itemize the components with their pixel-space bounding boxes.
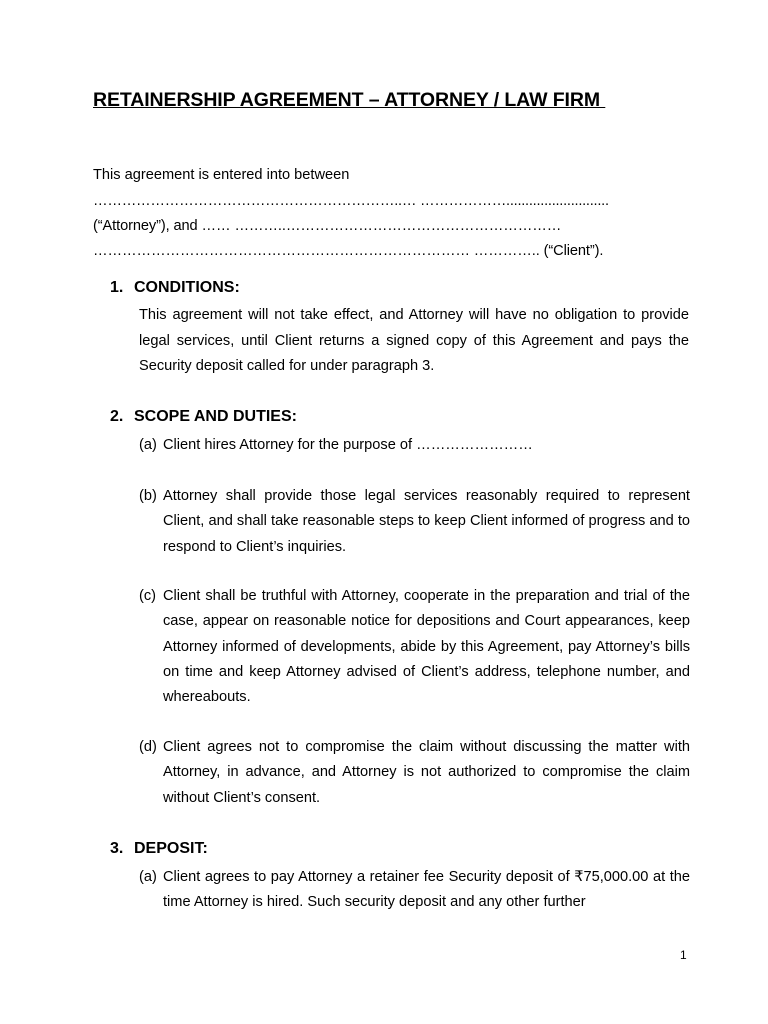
section-title: CONDITIONS: bbox=[134, 279, 240, 296]
section-number: 2. bbox=[110, 408, 124, 425]
item-label: (a) bbox=[139, 437, 157, 453]
scope-item-c bbox=[139, 584, 690, 710]
item-text: Client hires Attorney for the purpose of …………………… bbox=[163, 437, 533, 453]
scope-item-a bbox=[139, 433, 690, 458]
intro-client-line: …………………………………………………………………… ………….. (“Client”). bbox=[93, 243, 604, 259]
intro-line: This agreement is entered into between bbox=[93, 167, 350, 183]
page-number: 1 bbox=[680, 948, 687, 962]
conditions-paragraph: This agreement will not take effect, and Attorney will have no obligation to provide legal services, until Client returns a signed copy of this Agreement and pays the Security deposit called for under paragraph 3. bbox=[139, 307, 689, 374]
item-label: (b) bbox=[139, 488, 157, 504]
intro-dotted-line: ………………………………………………………..… ………………........................... bbox=[93, 193, 609, 209]
item-text: Client agrees to pay Attorney a retainer fee Security deposit of ₹75,000.00 at the time Attorney is hired. Such security deposit and any other further bbox=[163, 869, 690, 911]
item-text: Client agrees not to compromise the claim without discussing the matter with Attorney, in advance, and Attorney is not authorized to compromise the claim without Client’s consent. bbox=[163, 739, 690, 806]
intro-attorney-line: (“Attorney”), and …… ………..………………………………………………… bbox=[93, 218, 562, 234]
scope-item-d bbox=[139, 735, 690, 811]
item-text: Attorney shall provide those legal services reasonably required to represent Client, and shall take reasonable steps to keep Client informed of progress and to respond to Client’s inquiries. bbox=[163, 488, 690, 555]
item-label: (d) bbox=[139, 739, 157, 755]
section-heading-conditions bbox=[110, 279, 240, 297]
section-title: DEPOSIT: bbox=[134, 840, 208, 857]
section-title: SCOPE AND DUTIES: bbox=[134, 408, 297, 425]
section-heading-deposit bbox=[110, 840, 208, 858]
item-text: Client shall be truthful with Attorney, cooperate in the preparation and trial of the case, appear on reasonable notice for depositions and Court appearances, keep Attorney informed of developments, abide by this Agreement, pay Attorney’s bills on time and keep Attorney advised of Client’s address, telephone number, and whereabouts. bbox=[163, 588, 690, 706]
scope-item-b bbox=[139, 484, 690, 560]
section-number: 1. bbox=[110, 279, 124, 296]
item-label: (a) bbox=[139, 869, 157, 885]
section-heading-scope bbox=[110, 408, 297, 426]
deposit-item-a bbox=[139, 865, 690, 916]
section-number: 3. bbox=[110, 840, 124, 857]
item-label: (c) bbox=[139, 588, 157, 604]
document-title: RETAINERSHIP AGREEMENT – ATTORNEY / LAW FIRM bbox=[93, 89, 606, 111]
